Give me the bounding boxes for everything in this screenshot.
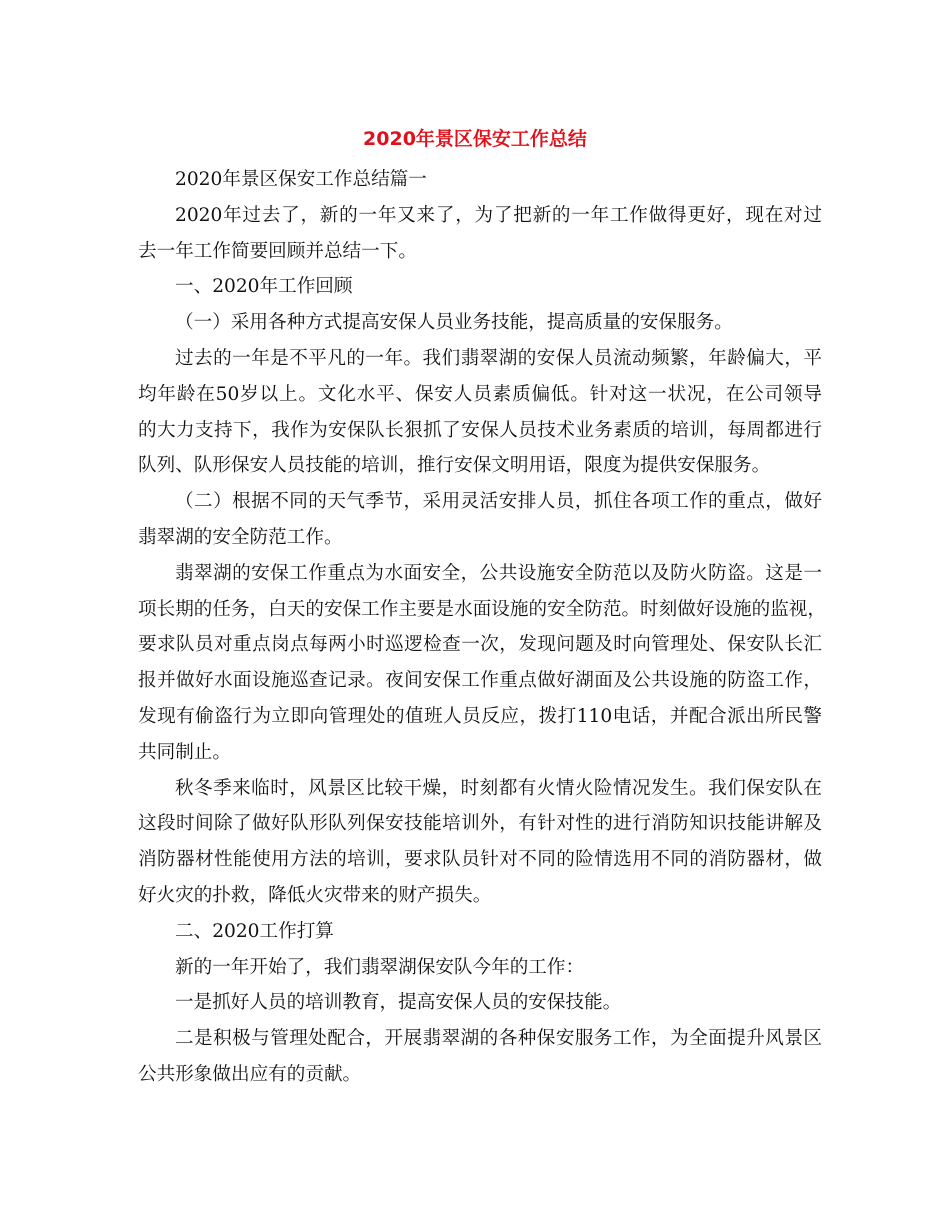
paragraph: [138, 914, 822, 950]
paragraph-line: 均年龄在50岁以上。文化水平、保安人员素质偏低。针对这一状况，在公司领导: [138, 383, 822, 405]
paragraph-line: 去一年工作简要回顾并总结一下。: [138, 240, 417, 262]
paragraph-line: （二）根据不同的天气季节，采用灵活安排人员，抓住各项工作的重点，做好: [175, 491, 822, 513]
paragraph-line: 翡翠湖的安保工作重点为水面安全，公共设施安全防范以及防火防盗。这是一: [175, 562, 822, 584]
paragraph-line: 共同制止。: [138, 741, 231, 763]
document-body: [138, 162, 826, 1093]
paragraph-line: 一、2020年工作回顾: [175, 276, 353, 298]
paragraph: [138, 198, 822, 270]
paragraph-line: 过去的一年是不平凡的一年。我们翡翠湖的安保人员流动频繁，年龄偏大，平: [175, 347, 822, 369]
paragraph: [138, 771, 822, 914]
paragraph-line: 消防器材性能使用方法的培训，要求队员针对不同的险情选用不同的消防器材，做: [138, 849, 822, 871]
paragraph-line: 公共形象做出应有的贡献。: [138, 1063, 362, 1085]
paragraph-line: 项长期的任务，白天的安保工作主要是水面设施的安全防范。时刻做好设施的监视，: [138, 598, 826, 620]
paragraph-line: 好火灾的扑救，降低火灾带来的财产损失。: [138, 884, 492, 906]
paragraph-line: 2020年景区保安工作总结篇一: [175, 169, 427, 190]
paragraph-line: 秋冬季来临时，风景区比较干燥，时刻都有火情火险情况发生。我们保安队在: [175, 777, 822, 799]
paragraph: [138, 484, 822, 556]
paragraph-line: 新的一年开始了，我们翡翠湖保安队今年的工作：: [175, 956, 585, 978]
paragraph: [138, 1021, 822, 1093]
paragraph: [138, 162, 822, 198]
paragraph-line: 翡翠湖的安全防范工作。: [138, 526, 343, 548]
paragraph: [138, 556, 826, 771]
paragraph-line: 2020年过去了，新的一年又来了，为了把新的一年工作做得更好，现在对过: [175, 204, 822, 226]
paragraph-line: 一是抓好人员的培训教育，提高安保人员的安保技能。: [175, 992, 622, 1014]
paragraph: [138, 950, 822, 986]
paragraph-line: 这段时间除了做好队形队列保安技能培训外，有针对性的进行消防知识技能讲解及: [138, 813, 822, 835]
paragraph-line: 队列、队形保安人员技能的培训，推行安保文明用语，限度为提供安保服务。: [138, 455, 771, 477]
paragraph-line: 二、2020工作打算: [175, 920, 334, 942]
paragraph-line: 的大力支持下，我作为安保队长狠抓了安保人员技术业务素质的培训，每周都进行: [138, 419, 822, 441]
paragraph: [138, 269, 822, 305]
paragraph-line: （一）采用各种方式提高安保人员业务技能，提高质量的安保服务。: [175, 312, 733, 334]
paragraph-line: 报并做好水面设施巡查记录。夜间安保工作重点做好湖面及公共设施的防盗工作，: [138, 670, 822, 692]
paragraph: [138, 341, 822, 484]
paragraph: [138, 985, 822, 1021]
paragraph-line: 要求队员对重点岗点每两小时巡逻检查一次，发现问题及时向管理处、保安队长汇: [138, 634, 822, 656]
document-title: 2020年景区保安工作总结: [363, 128, 587, 150]
paragraph-line: 发现有偷盗行为立即向管理处的值班人员反应，拨打110电话，并配合派出所民警: [138, 705, 822, 727]
paragraph: [138, 305, 822, 341]
paragraph-line: 二是积极与管理处配合，开展翡翠湖的各种保安服务工作，为全面提升风景区: [175, 1028, 822, 1050]
